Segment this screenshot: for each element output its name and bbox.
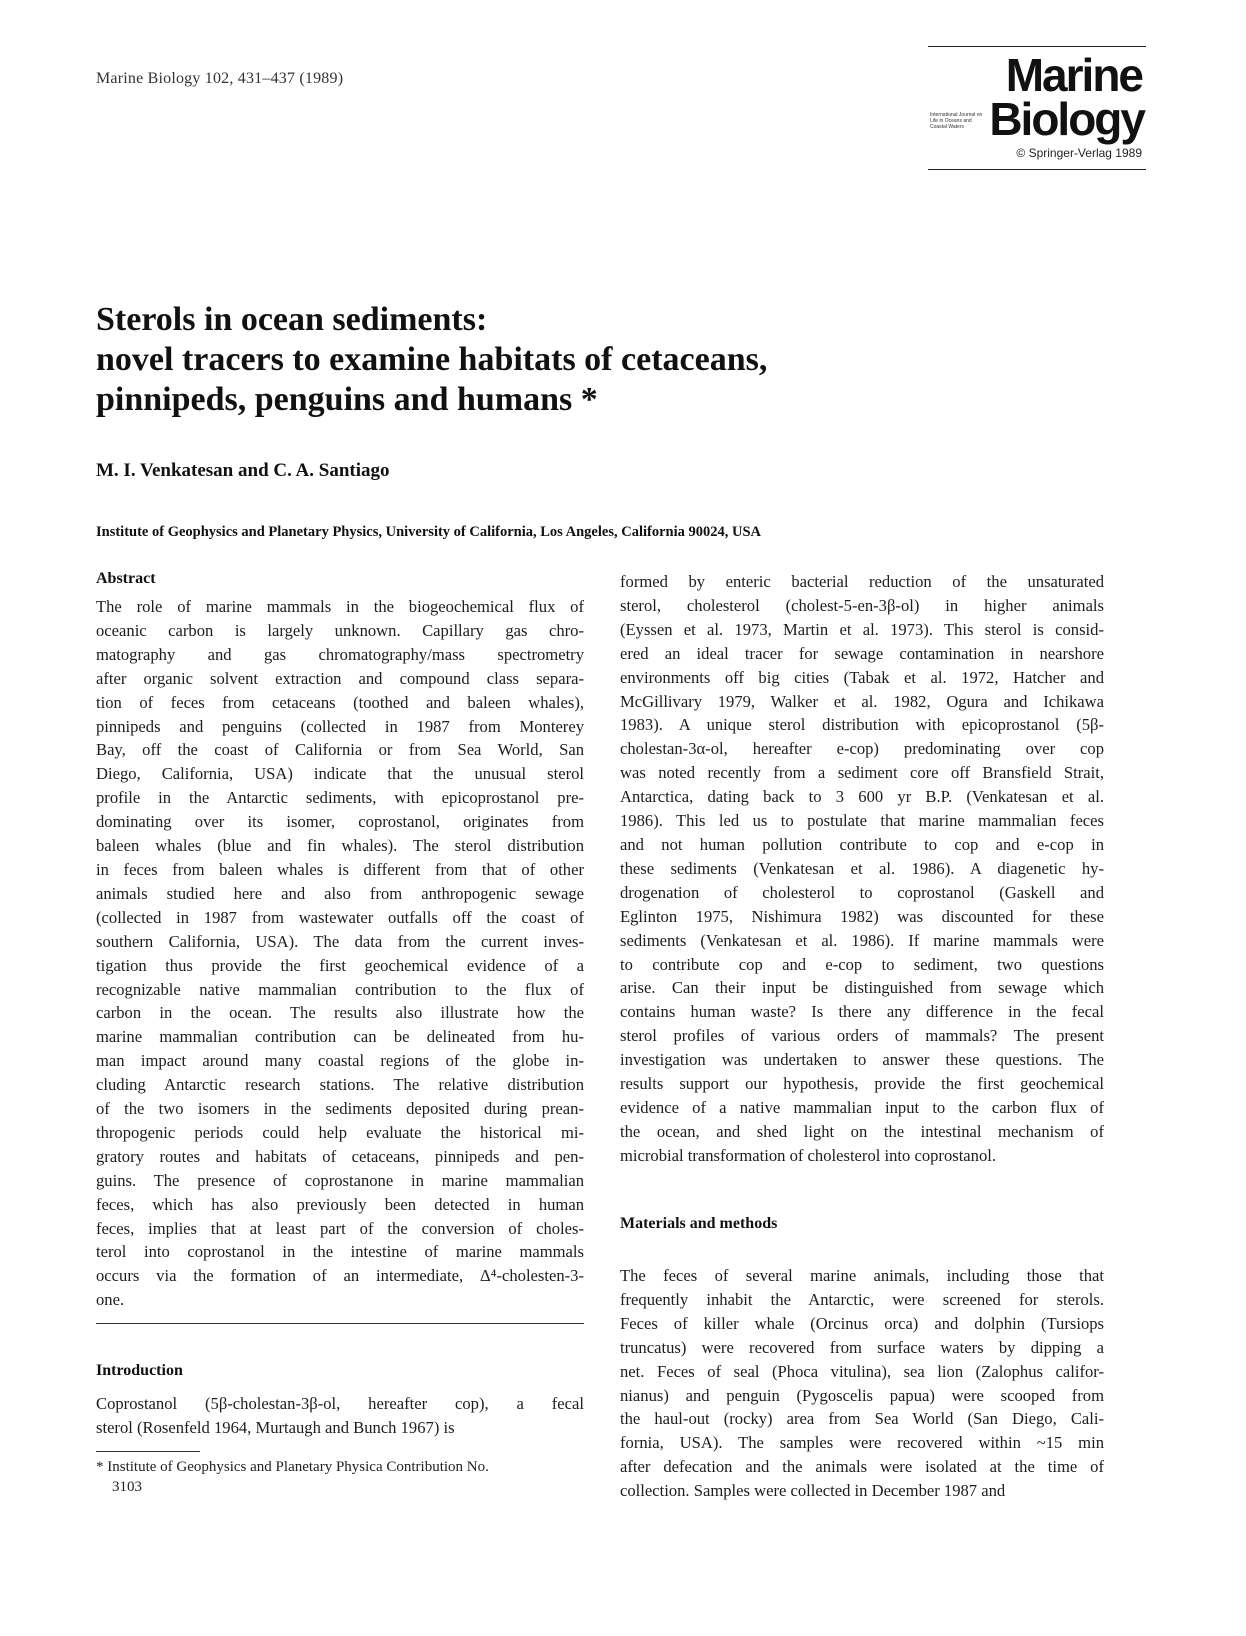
text-line: was noted recently from a sediment core off Bransfield Strait, [620, 763, 1104, 783]
logo-bottom-rule [928, 169, 1146, 170]
text-line: occurs via the formation of an intermediate, Δ⁴-cholesten-3- [96, 1266, 584, 1286]
text-line: thropogenic periods could help evaluate the historical mi- [96, 1122, 584, 1142]
footnote [96, 1457, 584, 1497]
copyright-notice: © Springer-Verlag 1989 [1016, 146, 1142, 160]
text-line: fornia, USA). The samples were recovered within ~15 min [620, 1433, 1104, 1453]
text-line: the haul-out (rocky) area from Sea World (San Diego, Cali- [620, 1409, 1104, 1429]
abstract-heading: Abstract [96, 570, 156, 587]
text-line: sterol (Rosenfeld 1964, Murtaugh and Bunch 1967) is [96, 1417, 455, 1437]
text-line: Bay, off the coast of California or from Sea World, San [96, 740, 584, 760]
text-line: The role of marine mammals in the biogeochemical flux of [96, 597, 584, 616]
text-line: Coprostanol (5β-cholestan-3β-ol, hereafter cop), a fecal [96, 1394, 584, 1413]
text-line: after organic solvent extraction and compound class separa- [96, 668, 584, 688]
journal-reference: Marine Biology 102, 431–437 (1989) [96, 70, 344, 87]
text-line: frequently inhabit the Antarctic, were screened for sterols. [620, 1289, 1104, 1309]
text-line: of the two isomers in the sediments deposited during prean- [96, 1099, 584, 1119]
logo-tagline: International Journal on Life in Oceans and Coastal Waters [930, 112, 983, 130]
journal-logo [928, 46, 1146, 174]
text-line: contains human waste? Is there any difference in the fecal [620, 1002, 1104, 1022]
text-line: to contribute cop and e-cop to sediment, two questions [620, 954, 1104, 974]
abstract-divider [96, 1323, 584, 1324]
text-line: terol into coprostanol in the intestine of marine mammals [96, 1242, 584, 1262]
text-line: dominating over its isomer, coprostanol, originates from [96, 812, 584, 832]
text-line: (collected in 1987 from wastewater outfalls off the coast of [96, 907, 584, 927]
text-line: Diego, California, USA) indicate that the unusual sterol [96, 764, 584, 784]
logo-word-marine: Marine [1005, 49, 1142, 101]
text-line: McGillivary 1979, Walker et al. 1982, Ogura and Ichikawa [620, 691, 1104, 711]
text-line: carbon in the ocean. The results also illustrate how the [96, 1003, 584, 1023]
article-title [96, 300, 996, 420]
text-line: matography and gas chromatography/mass spectrometry [96, 644, 584, 664]
text-line: man impact around many coastal regions of the globe in- [96, 1051, 584, 1071]
text-line: arise. Can their input be distinguished from sewage which [620, 978, 1104, 998]
text-line: animals studied here and also from anthropogenic sewage [96, 883, 584, 903]
text-line: the ocean, and shed light on the intestinal mechanism of [620, 1121, 1104, 1141]
text-line: these sediments (Venkatesan et al. 1986). A diagenetic hy- [620, 858, 1104, 878]
text-line: tigation thus provide the first geochemical evidence of a [96, 955, 584, 975]
text-line: cholestan-3α-ol, hereafter e-cop) predominating over cop [620, 739, 1104, 759]
title-line: Sterols in ocean sediments: [96, 301, 488, 338]
logo-word-biology: Biology [989, 93, 1144, 145]
footnote-line: 3103 [112, 1479, 142, 1495]
text-line: in feces from baleen whales is different from that of other [96, 859, 584, 879]
text-line: feces, which has also previously been detected in human [96, 1194, 584, 1214]
text-line: ered an ideal tracer for sewage contamination in nearshore [620, 643, 1104, 663]
text-line: oceanic carbon is largely unknown. Capillary gas chro- [96, 620, 584, 640]
text-line: (Eyssen et al. 1973, Martin et al. 1973). This sterol is consid- [620, 619, 1104, 639]
text-line: results support our hypothesis, provide the first geochemical [620, 1074, 1104, 1094]
introduction-body [96, 1392, 584, 1440]
text-line: one. [96, 1290, 125, 1310]
authors: M. I. Venkatesan and C. A. Santiago [96, 460, 390, 481]
text-line: feces, implies that at least part of the conversion of choles- [96, 1218, 584, 1238]
text-line: environments off big cities (Tabak et al. 1972, Hatcher and [620, 667, 1104, 687]
text-line: net. Feces of seal (Phoca vitulina), sea lion (Zalophus califor- [620, 1361, 1104, 1381]
text-line: microbial transformation of cholesterol into coprostanol. [620, 1145, 997, 1165]
text-line: and not human pollution contribute to cop and e-cop in [620, 834, 1104, 854]
text-line: marine mammalian contribution can be delineated from hu- [96, 1027, 584, 1047]
text-line: drogenation of cholesterol to coprostanol (Gaskell and [620, 882, 1104, 902]
text-line: formed by enteric bacterial reduction of the unsaturated [620, 572, 1104, 591]
text-line: investigation was undertaken to answer these questions. The [620, 1050, 1104, 1070]
abstract-body [96, 595, 584, 1312]
logo-top-rule [928, 46, 1146, 47]
footnote-line: * Institute of Geophysics and Planetary Physica Contribution No. [96, 1459, 489, 1475]
text-line: evidence of a native mammalian input to the carbon flux of [620, 1097, 1104, 1117]
text-line: pinnipeds and penguins (collected in 1987 from Monterey [96, 716, 584, 736]
introduction-continued-body [620, 570, 1104, 1168]
text-line: 1983). A unique sterol distribution with epicoprostanol (5β- [620, 715, 1104, 735]
text-line: nianus) and penguin (Pygoscelis papua) were scooped from [620, 1385, 1104, 1405]
text-line: sterol, cholesterol (cholest-5-en-3β-ol) in higher animals [620, 595, 1104, 615]
text-line: Eglinton 1975, Nishimura 1982) was discounted for these [620, 906, 1104, 926]
methods-body [620, 1264, 1104, 1503]
footnote-divider [96, 1451, 200, 1452]
text-line: cluding Antarctic research stations. The relative distribution [96, 1075, 584, 1095]
introduction-heading: Introduction [96, 1362, 183, 1379]
title-line: pinnipeds, penguins and humans * [96, 381, 598, 418]
text-line: 1986). This led us to postulate that marine mammalian feces [620, 811, 1104, 831]
text-line: The feces of several marine animals, including those that [620, 1266, 1104, 1285]
text-line: sediments (Venkatesan et al. 1986). If marine mammals were [620, 930, 1104, 950]
text-line: profile in the Antarctic sediments, with epicoprostanol pre- [96, 788, 584, 808]
text-line: tion of feces from cetaceans (toothed and baleen whales), [96, 692, 584, 712]
text-line: sterol profiles of various orders of mammals? The present [620, 1026, 1104, 1046]
methods-heading: Materials and methods [620, 1215, 778, 1232]
text-line: guins. The presence of coprostanone in marine mammalian [96, 1170, 584, 1190]
text-line: southern California, USA). The data from the current inves- [96, 931, 584, 951]
text-line: after defecation and the animals were isolated at the time of [620, 1457, 1104, 1477]
title-line: novel tracers to examine habitats of cetaceans, [96, 341, 768, 378]
text-line: Antarctica, dating back to 3 600 yr B.P. (Venkatesan et al. [620, 787, 1104, 807]
text-line: Feces of killer whale (Orcinus orca) and dolphin (Tursiops [620, 1313, 1104, 1333]
affiliation: Institute of Geophysics and Planetary Physics, University of California, Los Angeles, California 90024, USA [96, 524, 761, 540]
text-line: truncatus) were recovered from surface waters by dipping a [620, 1337, 1104, 1357]
text-line: gratory routes and habitats of cetaceans, pinnipeds and pen- [96, 1146, 584, 1166]
text-line: collection. Samples were collected in December 1987 and [620, 1481, 1006, 1501]
text-line: recognizable native mammalian contribution to the flux of [96, 979, 584, 999]
text-line: baleen whales (blue and fin whales). The sterol distribution [96, 836, 584, 856]
